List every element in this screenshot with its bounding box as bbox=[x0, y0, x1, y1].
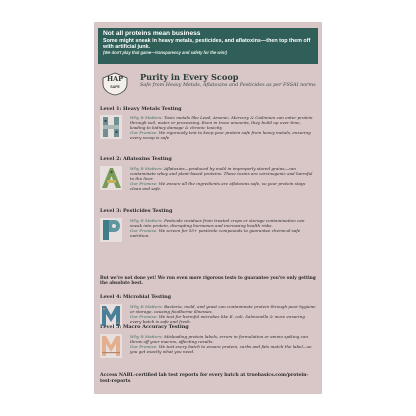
level-5-block bbox=[100, 334, 316, 364]
promise-label: Our Promise: bbox=[130, 130, 158, 135]
banner-title: Not all proteins mean business bbox=[103, 30, 201, 37]
badge-sub: SAFE bbox=[110, 85, 120, 89]
why-label: Why It Matters: bbox=[130, 304, 163, 309]
level-3-why: Pesticide residues from treated crops or storage contamination can sneak into protein, disrupting hormones and increasing health risks. bbox=[130, 218, 305, 228]
level-5-title: Level 5: Macro Accuracy Testing bbox=[100, 324, 189, 330]
level-3-title: Level 3: Pesticides Testing bbox=[100, 208, 173, 214]
warning-banner bbox=[98, 28, 318, 64]
letter-h-icon bbox=[100, 115, 122, 139]
section-header bbox=[100, 70, 316, 100]
level-1-why: Toxic metals like Lead, Arsenic, Mercury & Cadmium can enter protein through soil, water or processing. Even in trace amounts, they build up over time, leading to kidney damage & chronic toxicity bbox=[130, 115, 313, 130]
level-5-text bbox=[130, 334, 316, 354]
promise-label: Our Promise: bbox=[130, 181, 158, 186]
banner-note: (We don't play that game—transparency and safety for the win!) bbox=[103, 50, 227, 56]
level-4-promise: We test for harmful microbes like E. coli, Salmonella & more ensuring every batch is safe and fresh. bbox=[130, 314, 305, 324]
page-subtitle: Safe from Heavy Metals, Aflatoxins and Pesticides as per FSSAI norms bbox=[140, 82, 316, 88]
why-label: Why It Matters: bbox=[130, 218, 163, 223]
level-3-text bbox=[130, 218, 316, 238]
level-1-block bbox=[100, 115, 316, 145]
promise-label: Our Promise: bbox=[130, 314, 158, 319]
level-2-block bbox=[100, 166, 316, 196]
letter-a-icon bbox=[100, 166, 122, 190]
promise-label: Our Promise: bbox=[130, 228, 158, 233]
level-5-why: Misleading protein labels, errors in formulation or amino spiking can throw off your macros, affecting results. bbox=[130, 334, 309, 344]
level-3-promise: We screen for 55+ pesticide compounds to guarantee chemical-safe nutrition. bbox=[130, 228, 301, 238]
lab-report-footer[interactable]: Access NABL-certified lab test reports for every batch at truebasics.com/protein-test-reports bbox=[100, 373, 309, 384]
letter-m-peach-icon bbox=[100, 334, 122, 358]
level-1-text bbox=[130, 115, 316, 140]
level-1-promise: We rigorously test to keep your protein safe from heavy metals, ensuring every scoop is safe bbox=[130, 130, 311, 140]
letter-p-icon bbox=[100, 218, 122, 242]
level-2-promise: We ensure all the ingredients are aflatoxins safe, so your protein stays clean and safe. bbox=[130, 181, 306, 191]
why-label: Why It Matters: bbox=[130, 334, 163, 339]
banner-subtitle: Some might sneak in heavy metals, pesticides, and aflatoxins—then top them off with artificial junk. bbox=[103, 37, 311, 50]
level-4-why: Bacteria, mold, and yeast can contaminate protein through poor hygiene or storage, causing foodborne illnesses. bbox=[130, 304, 316, 314]
level-3-block bbox=[100, 218, 316, 248]
level-2-title: Level 2: Aflatoxins Testing bbox=[100, 156, 172, 162]
more-tests-note: But we're not done yet! We run even more rigorous tests to guarantee you're only getting the absolute best. bbox=[100, 276, 316, 287]
level-2-text bbox=[130, 166, 316, 191]
protein-testing-card bbox=[94, 22, 322, 394]
badge-text: HAP bbox=[106, 75, 124, 83]
why-label: Why It Matters: bbox=[130, 115, 163, 120]
level-1-title: Level 1: Heavy Metals Testing bbox=[100, 106, 182, 112]
why-label: Why It Matters: bbox=[130, 166, 163, 171]
page-title: Purity in Every Scoop bbox=[140, 72, 239, 82]
promise-label: Our Promise: bbox=[130, 344, 158, 349]
level-5-promise: We test every batch to ensure protein, carbs and fats match the label—so you get exactly what you need. bbox=[130, 344, 312, 354]
hap-safe-badge-icon bbox=[102, 72, 128, 96]
level-4-text bbox=[130, 304, 316, 324]
level-2-why: Aflatoxins—produced by mold in improperly stored grains—can contaminate whey and plant-based proteins. These toxins are carcinogenic and harmful to the liver. bbox=[130, 166, 313, 181]
level-4-title: Level 4: Microbial Testing bbox=[100, 294, 172, 300]
